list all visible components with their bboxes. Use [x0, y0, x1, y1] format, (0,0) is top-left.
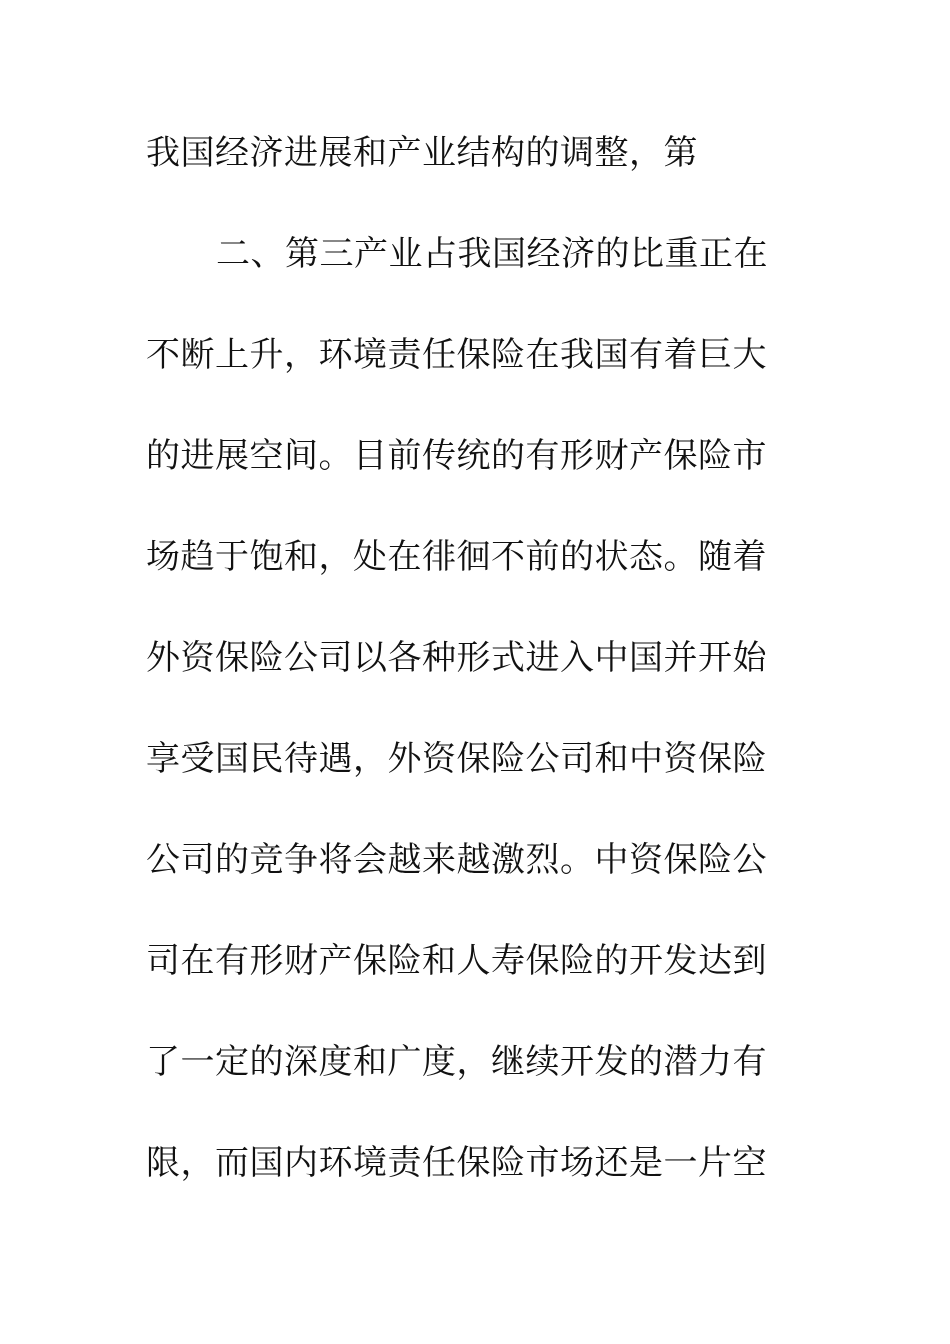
- text-line: 外资保险公司以各种形式进入中国并开始: [146, 638, 767, 678]
- text-line: 的进展空间。目前传统的有形财产保险市: [146, 436, 767, 476]
- text-line: 公司的竞争将会越来越激烈。中资保险公: [146, 840, 767, 880]
- text-line: 限，而国内环境责任保险市场还是一片空: [146, 1143, 767, 1183]
- text-line: 二、第三产业占我国经济的比重正在: [216, 234, 768, 274]
- text-line: 了一定的深度和广度，继续开发的潜力有: [146, 1042, 767, 1082]
- text-line: 场趋于饱和，处在徘徊不前的状态。随着: [146, 537, 767, 577]
- text-line: 享受国民待遇，外资保险公司和中资保险: [146, 739, 767, 779]
- body-text: [146, 124, 786, 1235]
- text-line: 不断上升，环境责任保险在我国有着巨大: [146, 335, 767, 375]
- text-line: 我国经济进展和产业结构的调整，第: [146, 133, 698, 173]
- text-line: 司在有形财产保险和人寿保险的开发达到: [146, 941, 767, 981]
